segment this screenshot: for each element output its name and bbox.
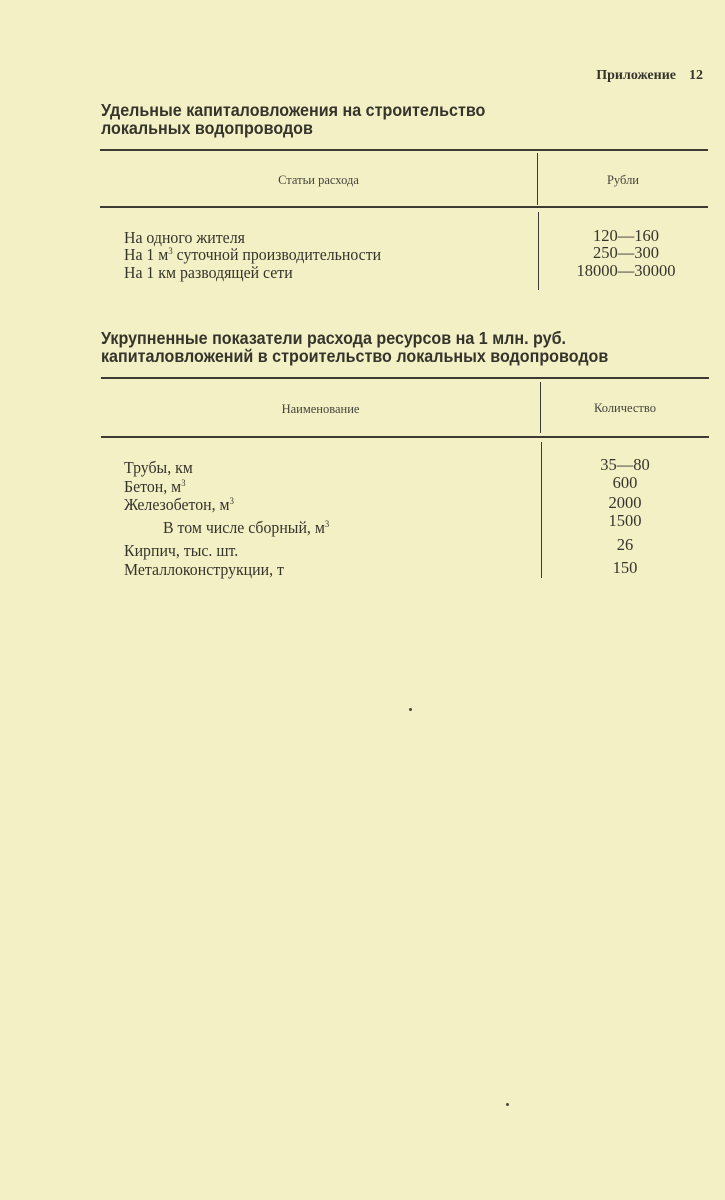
table2-title-line2: капиталовложений в строительство локальных водопроводов [101,346,609,366]
table2-row-item: В том числе сборный, $м^3$ [163,518,330,537]
table1-header-value: Рубли [606,173,639,187]
table2-body-divider [541,442,542,578]
table1-row-item: На 1 км разводящей сети [124,263,293,282]
table2-row-value: 26 [616,535,634,554]
table2-row-item: Трубы, км [124,458,193,477]
table2-row-item: Бетон, $м^3$ [124,477,186,496]
table1-header-rule [100,206,708,208]
table2-header-value: Количество [594,401,656,415]
paper-speck [506,1103,509,1106]
table2-row-value: 2000 [608,493,642,512]
table2-header-rule [101,436,709,438]
table2-row-value: 1500 [608,511,642,530]
table2-title-line1: Укрупненные показатели расхода ресурсов на 1 млн. руб. [101,328,567,348]
table2-row-value: 600 [612,473,638,492]
table1-top-rule [100,149,708,151]
table2-row-item: Кирпич, тыс. шт. [124,541,239,560]
table2-row-item: Железобетон, $м^3$ [124,495,234,514]
appendix-label: Приложение 12 [596,68,703,83]
table2-row-value: 35—80 [600,455,650,474]
table1-row-item: На 1 $м^3$ суточной производительности [124,245,382,264]
table1-row-value: 18000—30000 [576,261,676,280]
table1-row-item: На одного жителя [124,228,245,247]
table2-row-item: Металлоконструкции, т [124,560,284,579]
table1-header-item: Статьи расхода [278,173,359,187]
paper-speck [409,708,412,711]
table2-top-rule [101,377,709,379]
table1-title-line2: локальных водопроводов [101,118,313,138]
table1-row-value: 120—160 [593,226,659,245]
table2-row-value: 150 [612,558,638,577]
table1-body-divider [538,212,539,290]
table2-header-item: Наименование [281,402,360,416]
table1-row-value: 250—300 [593,243,659,262]
table1-title-line1: Удельные капиталовложения на строительство [101,100,486,120]
